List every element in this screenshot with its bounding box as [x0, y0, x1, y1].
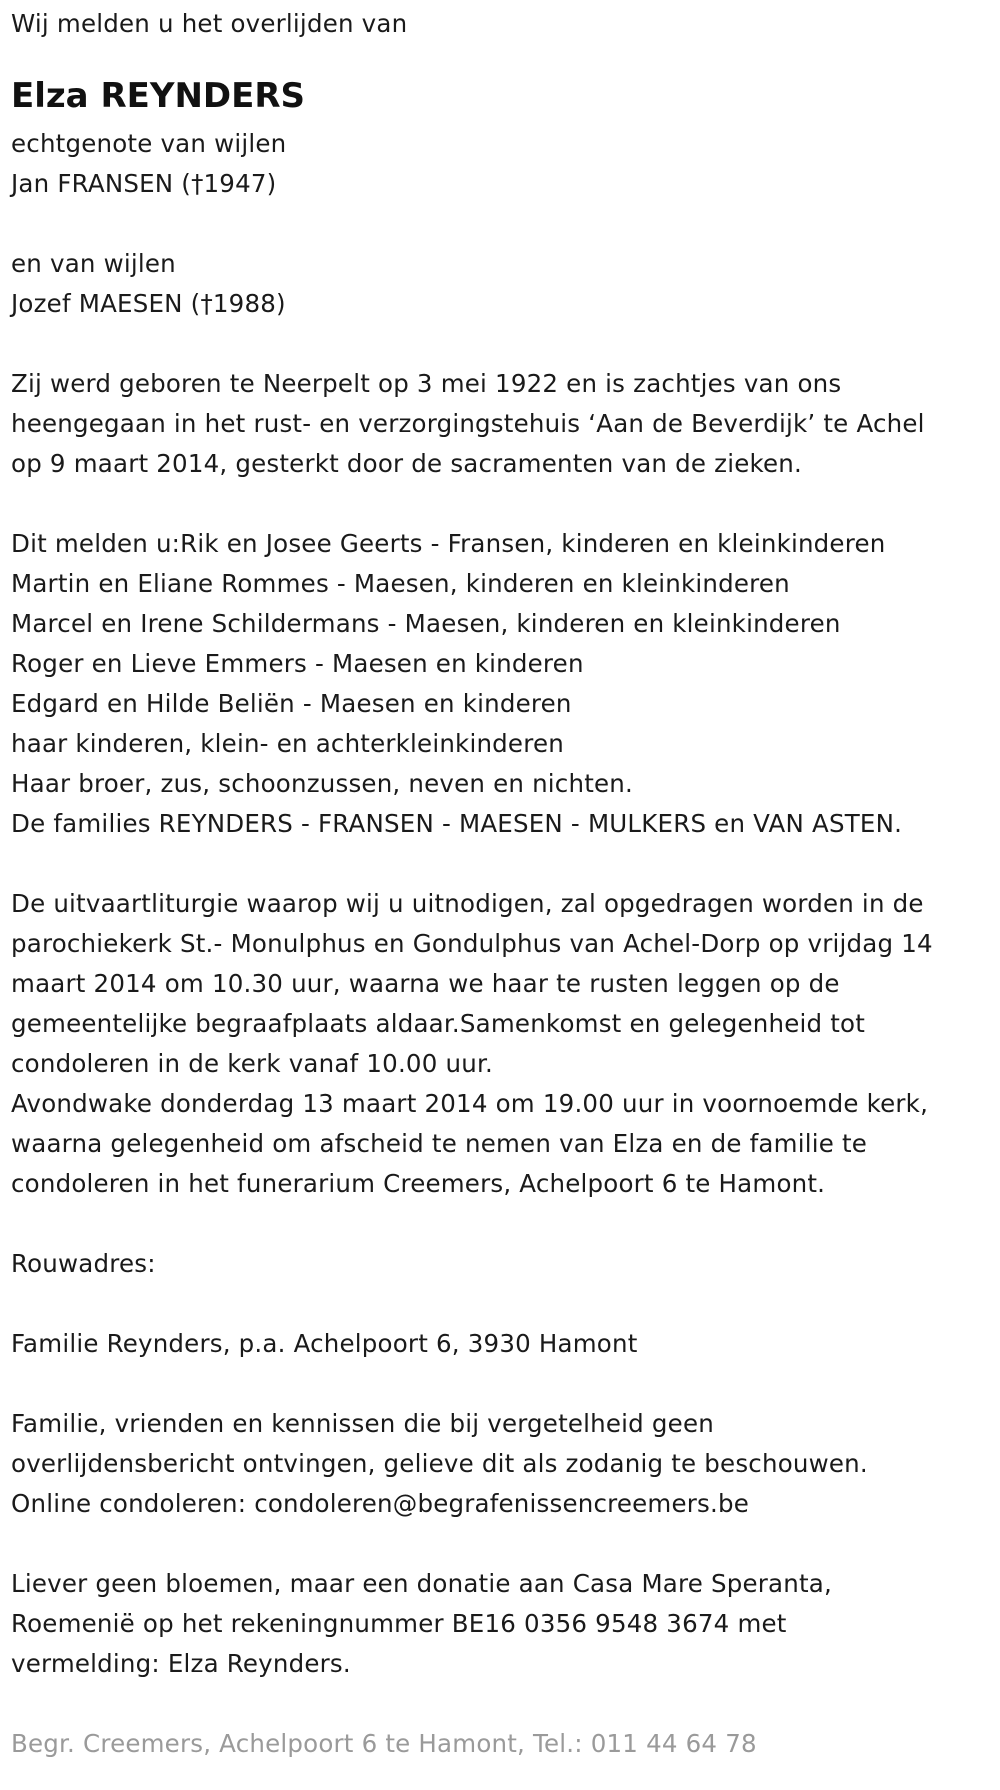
mourning-address-label: Rouwadres:	[11, 1249, 156, 1278]
deceased-name: Elza REYNDERS	[11, 76, 306, 116]
paragraph-line: Avondwake donderdag 13 maart 2014 om 19.00 uur in voornoemde kerk,	[11, 1089, 929, 1118]
paragraph-line: heengegaan in het rust- en verzorgingstehuis ‘Aan de Beverdijk’ te Achel	[11, 409, 925, 438]
spouse2-name: Jozef MAESEN (†1988)	[11, 289, 286, 318]
obituary-notice	[11, 0, 996, 1764]
family-line: haar kinderen, klein- en achterkleinkinderen	[11, 729, 564, 758]
spouse1-name: Jan FRANSEN (†1947)	[11, 169, 277, 198]
paragraph-line: Familie, vrienden en kennissen die bij vergetelheid geen	[11, 1409, 714, 1438]
paragraph-line: Zij werd geboren te Neerpelt op 3 mei 1922 en is zachtjes van ons	[11, 369, 842, 398]
family-paragraph	[11, 524, 996, 844]
birth-paragraph	[11, 364, 996, 484]
paragraph-line: Roemenië op het rekeningnummer BE16 0356 9548 3674 met	[11, 1609, 787, 1638]
paragraph-line: op 9 maart 2014, gesterkt door de sacramenten van de zieken.	[11, 449, 802, 478]
paragraph-line: Liever geen bloemen, maar een donatie aan Casa Mare Speranta,	[11, 1569, 832, 1598]
paragraph-line: condoleren in het funerarium Creemers, Achelpoort 6 te Hamont.	[11, 1169, 826, 1198]
paragraph-line: De uitvaartliturgie waarop wij u uitnodigen, zal opgedragen worden in de	[11, 889, 924, 918]
funeral-paragraph	[11, 884, 996, 1204]
paragraph-line: waarna gelegenheid om afscheid te nemen van Elza en de familie te	[11, 1129, 868, 1158]
notice-paragraph	[11, 1404, 996, 1524]
family-line: Roger en Lieve Emmers - Maesen en kinderen	[11, 649, 584, 678]
online-condolence-line: Online condoleren: condoleren@begrafenissencreemers.be	[11, 1489, 750, 1518]
family-line: Haar broer, zus, schoonzussen, neven en nichten.	[11, 769, 634, 798]
paragraph-line: parochiekerk St.- Monulphus en Gondulphus van Achel-Dorp op vrijdag 14	[11, 929, 933, 958]
paragraph-line: condoleren in de kerk vanaf 10.00 uur.	[11, 1049, 493, 1078]
family-line: Martin en Eliane Rommes - Maesen, kinderen en kleinkinderen	[11, 569, 790, 598]
spouse2-label: en van wijlen	[11, 249, 176, 278]
paragraph-line: overlijdensbericht ontvingen, gelieve dit als zodanig te beschouwen.	[11, 1449, 868, 1478]
mourning-address: Familie Reynders, p.a. Achelpoort 6, 3930 Hamont	[11, 1329, 638, 1358]
family-line: Dit melden u:Rik en Josee Geerts - Fransen, kinderen en kleinkinderen	[11, 529, 886, 558]
family-line: Marcel en Irene Schildermans - Maesen, kinderen en kleinkinderen	[11, 609, 841, 638]
donation-paragraph	[11, 1564, 996, 1684]
funeral-home-footer: Begr. Creemers, Achelpoort 6 te Hamont, Tel.: 011 44 64 78	[11, 1729, 757, 1758]
paragraph-line: gemeentelijke begraafplaats aldaar.Samenkomst en gelegenheid tot	[11, 1009, 866, 1038]
paragraph-line: maart 2014 om 10.30 uur, waarna we haar te rusten leggen op de	[11, 969, 840, 998]
spouse1-label: echtgenote van wijlen	[11, 129, 287, 158]
family-line: De families REYNDERS - FRANSEN - MAESEN - MULKERS en VAN ASTEN.	[11, 809, 903, 838]
family-line: Edgard en Hilde Beliën - Maesen en kinderen	[11, 689, 572, 718]
intro-text: Wij melden u het overlijden van	[11, 9, 408, 38]
paragraph-line: vermelding: Elza Reynders.	[11, 1649, 351, 1678]
